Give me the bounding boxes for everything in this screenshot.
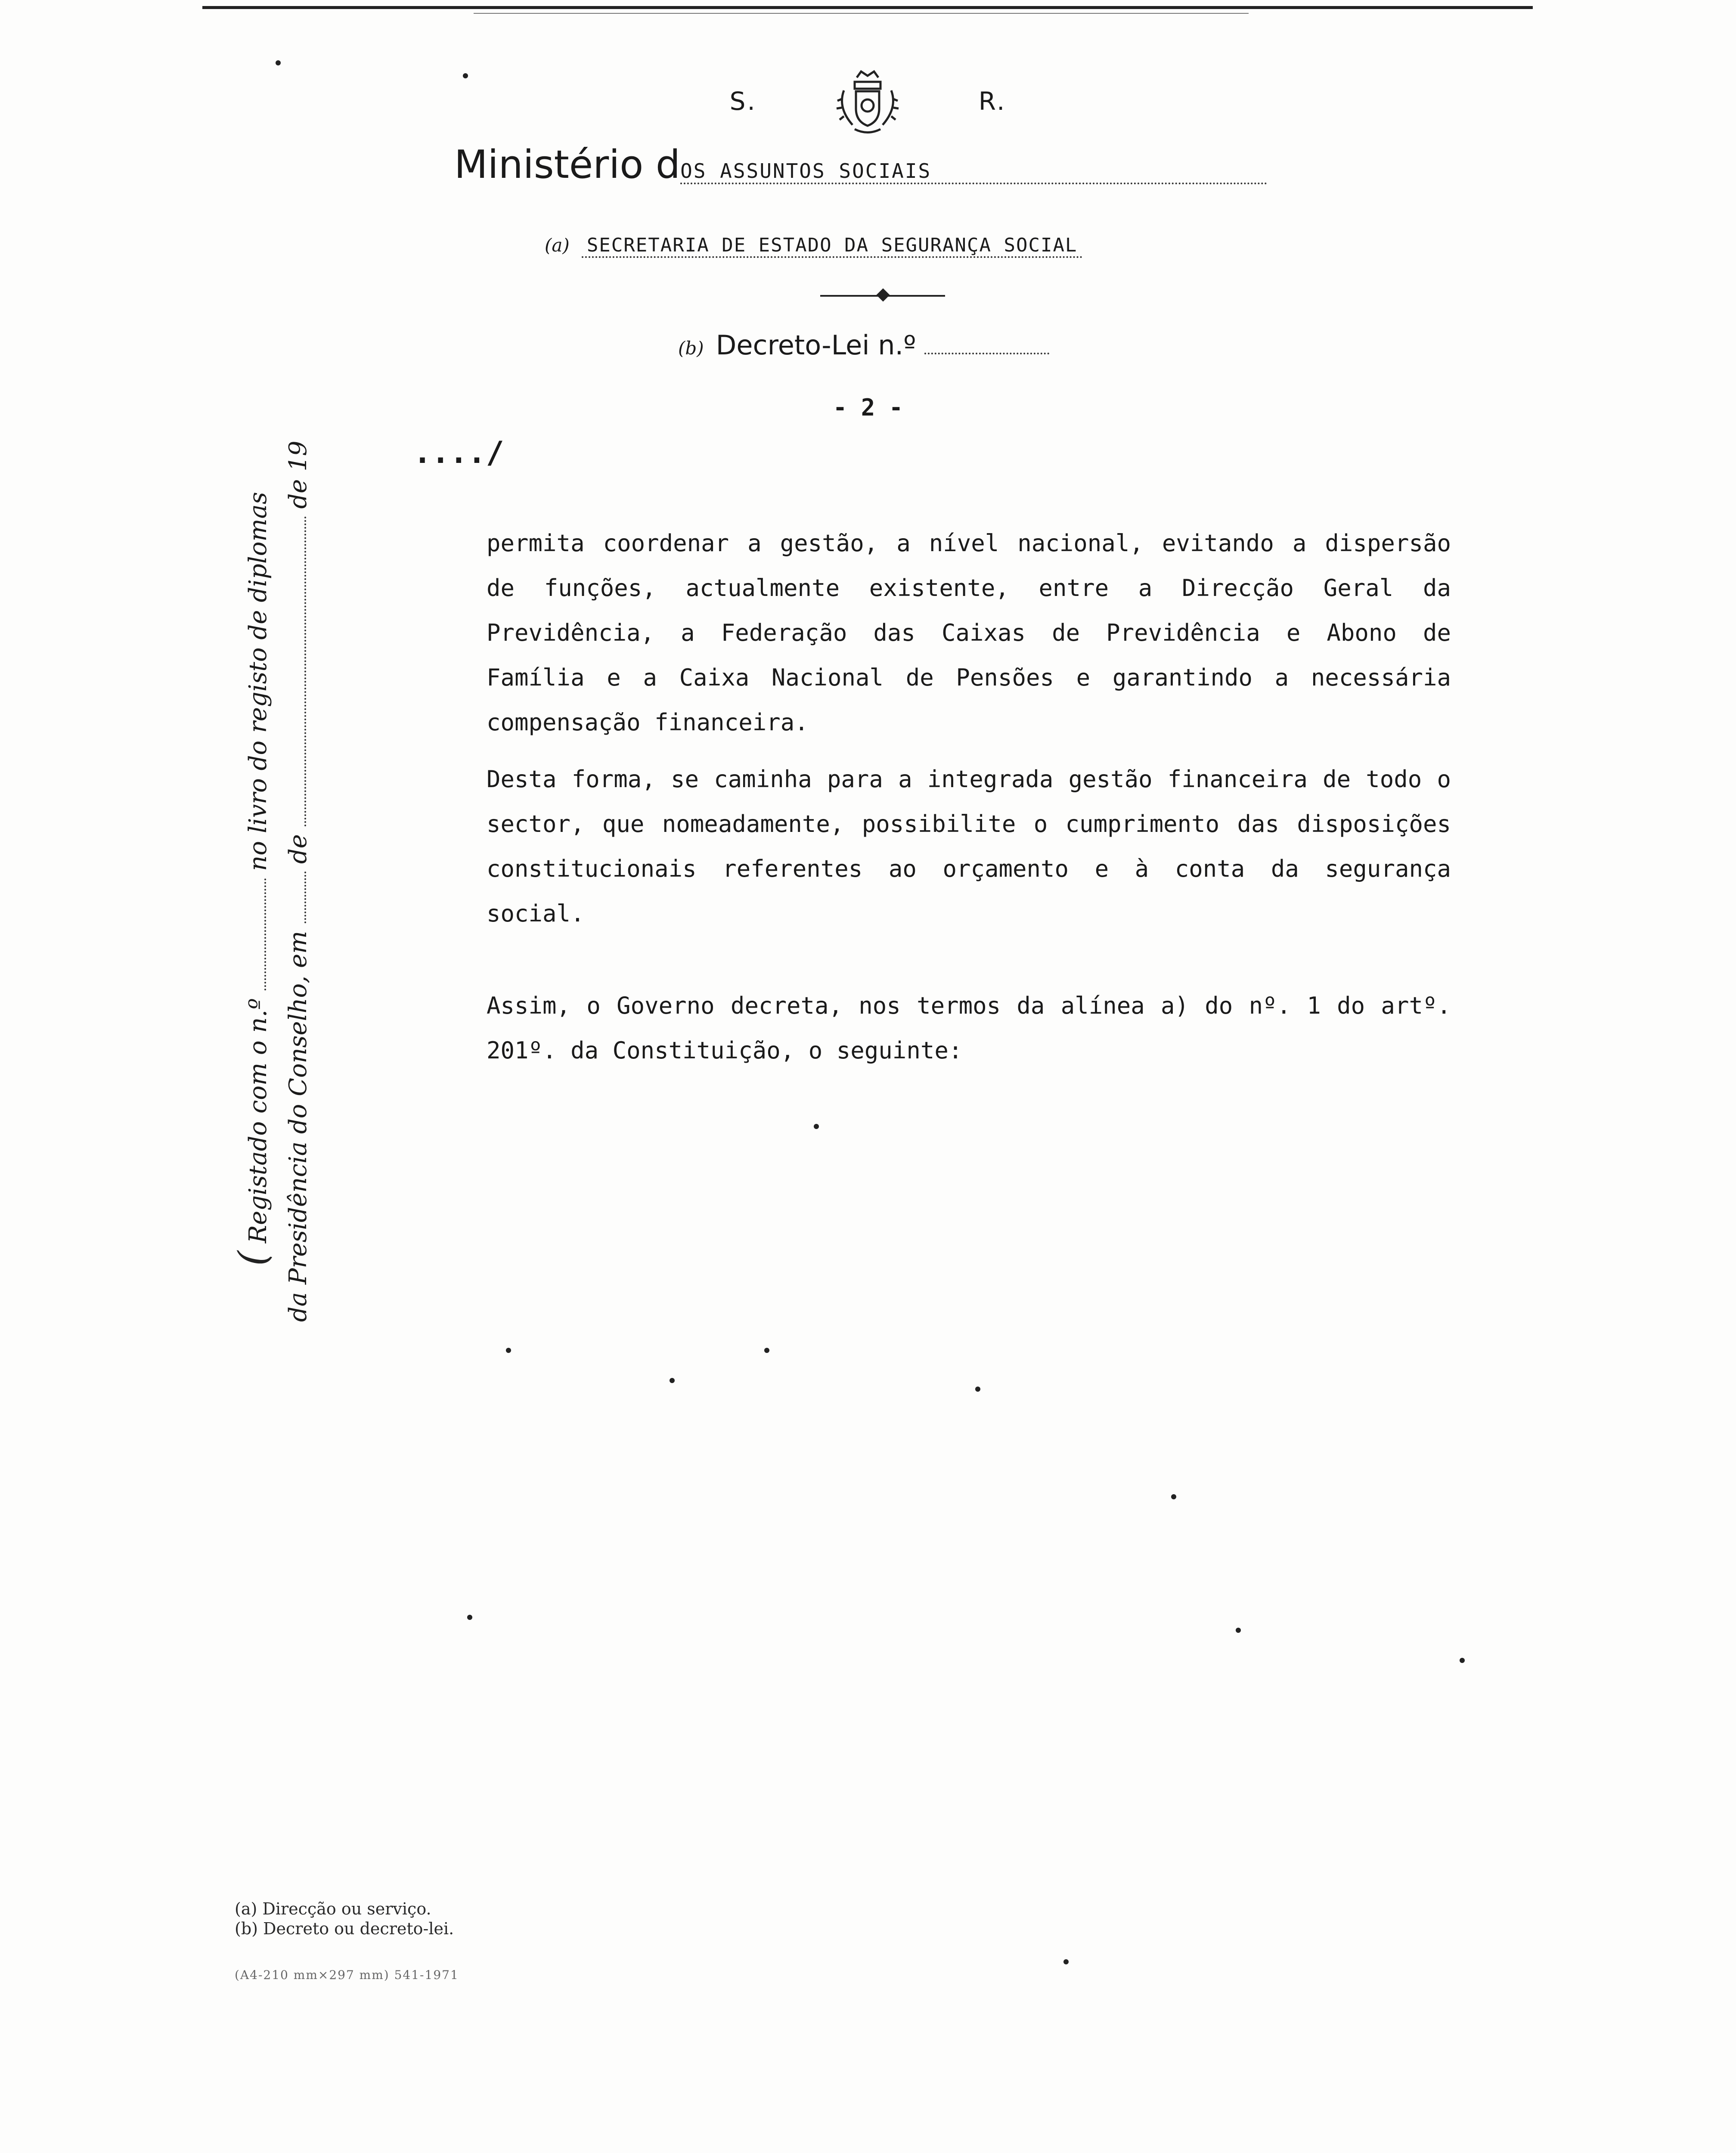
day-blank [304,872,306,923]
ministry-line [454,142,1267,187]
r-letter: R. [978,87,1007,116]
decree-body [487,521,1451,1085]
coat-of-arms-icon [831,65,904,138]
body-paragraph-3: Assim, o Governo decreta, nos termos da alínea a) do nº. 1 do artº. 201º. da Constituição, o seguinte: [487,992,1451,1064]
decree-number-blank [924,353,1049,354]
footnote-b: (b) Decreto ou decreto-lei. [235,1919,454,1938]
speck [814,1124,819,1129]
speck [506,1348,511,1353]
decree-line [678,329,1049,361]
registration-book-label: no livro do registo de diplomas [244,492,272,871]
bracket-open-icon: ( [230,1250,276,1266]
footnote-a: (a) Direcção ou serviço. [235,1899,431,1918]
decree-label: Decreto-Lei n.º [716,329,916,361]
secretariat-line [545,233,1082,257]
speck [467,1615,472,1620]
secretariat-mark: (a) [545,235,570,256]
speck [1171,1494,1176,1499]
speck [670,1378,675,1383]
ministry-name: OS ASSUNTOS SOCIAIS [680,159,1267,184]
header-sr [0,65,1736,138]
divider-ornament-icon [876,288,890,301]
registration-label: Registado com o n.º [244,998,272,1244]
body-paragraph-2: Desta forma, se caminha para a integrada gestão financeira de todo o sector, que nomeadamente, possibilite o cumprimento das disposições constitucionais referentes ao orçamento e à conta da segurança social. [487,766,1451,927]
speck [975,1387,980,1392]
footnotes [235,1899,454,1939]
speck [1460,1658,1465,1663]
month-blank [304,516,306,826]
ministry-prefix: Ministério d [454,142,681,187]
decree-mark: (b) [678,338,704,359]
speck [463,73,468,78]
s-letter: S. [729,87,757,116]
secretariat-name: SECRETARIA DE ESTADO DA SEGURANÇA SOCIAL [582,234,1083,258]
body-paragraph-1: permita coordenar a gestão, a nível nacional, evitando a dispersão de funções, actualmente existente, entre a Direcção Geral da Previdência, a Federação das Caixas de Previdência e Abono de Família e a Caixa Nacional de Pensões e garantindo a necessária compensação financeira. [487,530,1451,736]
year-label: de 19 [284,441,312,509]
continuation-mark: ..../ [413,435,504,470]
speck [1063,1959,1069,1964]
top-rule-thin [474,13,1249,14]
presidency-label: da Presidência do Conselho, em [284,931,312,1322]
registration-margin-line2 [284,441,312,1322]
registration-number-blank [264,879,266,991]
speck [276,60,281,65]
registration-margin-line1 [230,492,276,1266]
de-label-1: de [284,834,312,864]
speck [1236,1628,1241,1633]
speck [764,1348,769,1353]
page-number: - 2 - [833,394,903,421]
top-rule [202,6,1533,9]
form-imprint: (A4-210 mm×297 mm) 541-1971 [235,1968,459,1982]
